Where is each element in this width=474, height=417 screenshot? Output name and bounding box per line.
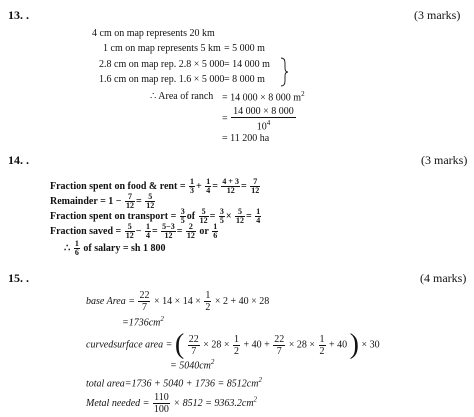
q14-saved-line: Fraction saved = $\frac{5}{12}$ − $\frac{1}{4}$ = $\frac{5-3}{12}$ = $\frac{2}{12}$ or $\frac{1}{6}$ (50, 222, 218, 240)
q15-curved-area-line: curvedsurface area = ( $\frac{22}{7}$ × 28 × $\frac{1}{2}$ + 40 + $\frac{22}{7}$ × 28 × $\frac{1}{2}$ + 40 ) × 30 (86, 329, 380, 360)
q14-salary-line: ∴ $\frac{1}{6}$ of salary = sh 1 800 (64, 239, 166, 257)
q13-line-4-right: = 8 000 m (224, 74, 265, 85)
q13-area-value: = 14 000 × 8 000 $m^2$ (222, 90, 305, 104)
right-brace-icon (280, 57, 288, 87)
question-15-marks: (4 marks) (420, 271, 467, 285)
q13-frac-numerator: 14 000 × 8 000 (233, 106, 294, 117)
q13-area-label: ∴ Area of ranch (150, 91, 214, 102)
question-13-number: 13. . (8, 8, 29, 22)
q15-metal-needed-line: Metal needed = $\frac{110}{100}$ × $8512 = 9363.2cm^2$ (86, 392, 258, 415)
q14-food-line: Fraction spent on food & rent = $\frac{1}{3}$ + $\frac{1}{4}$ = $\frac{4 + 3}{12}$ = $\frac{7}{12}$ (50, 177, 260, 195)
q13-line-2-left: 1 cm on map represents 5 km (103, 43, 221, 54)
question-15-number: 15. . (8, 271, 29, 285)
question-14-marks: (3 marks) (421, 153, 468, 167)
q13-line-1: 4 cm on map represents 20 km (92, 28, 215, 39)
q13-result: = 11 200 ha (222, 133, 270, 144)
q13-line-3-right: = 14 000 m (224, 59, 270, 70)
q15-total-area-line: total area=1736 + $5040 + 1736 = 8512cm^2$ (86, 376, 262, 390)
q15-base-area-line: base Area = $\frac{22}{7}$ × 14 × 14 × $\frac{1}{2}$ × 2 + 40 × 28 (86, 290, 270, 313)
q13-line-2-right: = 5 000 m (224, 43, 265, 54)
q14-remainder-line: Remainder = 1 − $\frac{7}{12}$ = $\frac{5}{12}$ (50, 192, 155, 210)
q13-line-4-left: 1.6 cm on map rep. 1.6 × 5 000 (99, 74, 225, 85)
q15-curved-result: = $5040cm^2$ (170, 358, 215, 372)
question-14-number: 14. . (8, 153, 29, 167)
q15-base-result: $=1736cm^2$ (122, 315, 164, 329)
q13-frac-denominator: 10 (256, 121, 267, 133)
q13-area-fraction: = $\frac{14 000 \times 8 000}{10^4}$ (222, 106, 294, 133)
q13-line-3-left: 2.8 cm on map rep. 2.8 × 5 000 (99, 59, 225, 70)
question-13-marks: (3 marks) (414, 8, 461, 22)
q14-transport-line: Fraction spent on transport = $\frac{3}{5}$ of $\frac{5}{12}$ = $\frac{3}{5}$ × $\frac{5}{12}$ = $\frac{1}{4}$ (50, 207, 261, 225)
